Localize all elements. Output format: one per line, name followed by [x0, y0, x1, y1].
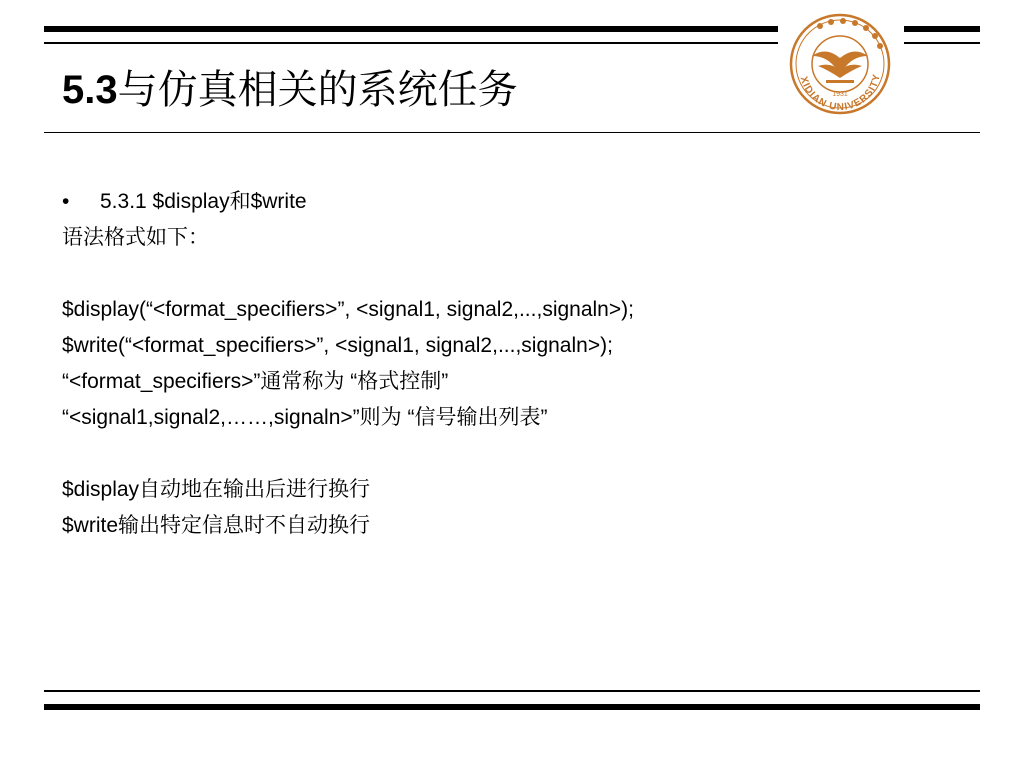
slide-title — [62, 62, 518, 118]
top-thin-rule-right — [904, 42, 980, 44]
title-number: 5.3 — [62, 68, 118, 112]
display-description: $display自动地在输出后进行换行 — [62, 478, 371, 501]
logo-banner-text: XIDIAN UNIVERSITY — [797, 72, 883, 114]
syntax-intro: 语法格式如下： — [62, 226, 209, 249]
write-description: $write输出特定信息时不自动换行 — [62, 514, 371, 537]
section-heading: 5.3.1 $display和$write — [100, 190, 307, 213]
title-underline — [44, 132, 980, 133]
university-logo — [778, 12, 902, 116]
top-thick-rule-left — [44, 26, 778, 32]
top-thick-rule-right — [904, 26, 980, 32]
bullet-marker: • — [62, 190, 70, 213]
bottom-thin-rule — [44, 690, 980, 692]
signal-list-note: “<signal1,signal2,……,signaln>”则为 “信号输出列表” — [62, 406, 548, 429]
logo-year: 1931 — [832, 91, 848, 98]
format-control-note: “<format_specifiers>”通常称为 “格式控制” — [62, 370, 449, 393]
list-item — [62, 184, 634, 220]
bottom-thick-rule — [44, 704, 980, 710]
blank-line — [62, 436, 634, 472]
slide-body — [62, 184, 634, 544]
blank-line — [62, 256, 634, 292]
display-syntax: $display(“<format_specifiers>”, <signal1, signal2,...,signaln>); — [62, 298, 634, 321]
title-text: 与仿真相关的系统任务 — [117, 67, 518, 113]
top-thin-rule-left — [44, 42, 778, 44]
write-syntax: $write(“<format_specifiers>”, <signal1, signal2,...,signaln>); — [62, 334, 613, 357]
